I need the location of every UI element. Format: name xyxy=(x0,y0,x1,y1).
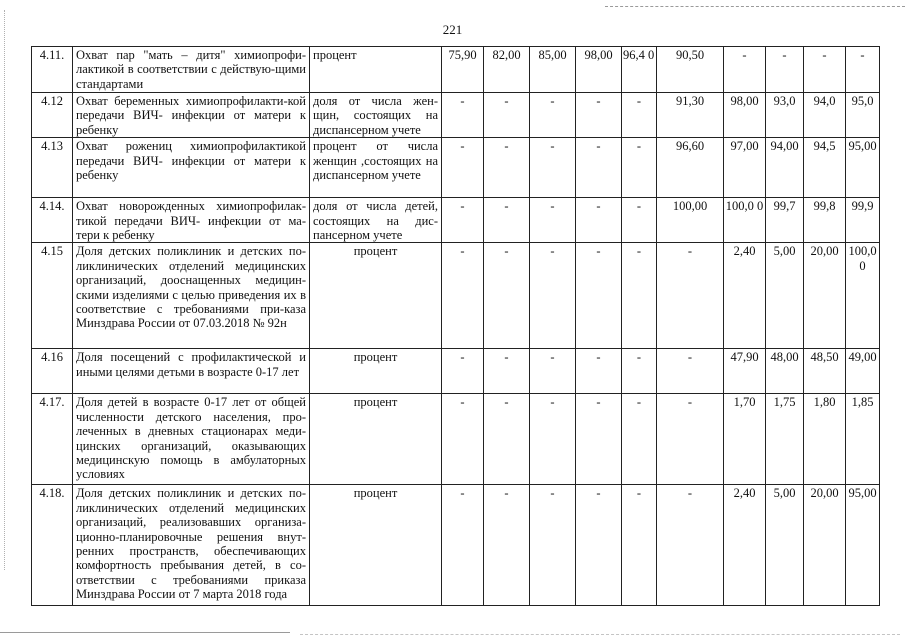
value-cell: - xyxy=(484,485,530,606)
value-cell: 100,0 0 xyxy=(724,198,766,243)
value-cell: 100,00 xyxy=(657,198,724,243)
value-cell: 85,00 xyxy=(530,47,576,93)
value-cell: - xyxy=(442,138,484,198)
indicator-description: Охват беременных химиопрофилакти-кой передачи ВИЧ- инфекции от матери к ребенку xyxy=(73,93,310,138)
value-cell: - xyxy=(622,93,657,138)
value-cell: 1,80 xyxy=(804,394,846,485)
value-cell: - xyxy=(846,47,880,93)
value-cell: 1,70 xyxy=(724,394,766,485)
unit-of-measure: процент xyxy=(310,485,442,606)
value-cell: - xyxy=(766,47,804,93)
indicators-table xyxy=(31,46,880,606)
value-cell: 2,40 xyxy=(724,485,766,606)
row-number: 4.16 xyxy=(32,349,73,394)
table-row xyxy=(32,47,880,93)
value-cell: 20,00 xyxy=(804,485,846,606)
value-cell: - xyxy=(530,243,576,349)
value-cell: 93,0 xyxy=(766,93,804,138)
value-cell: 94,5 xyxy=(804,138,846,198)
value-cell: - xyxy=(622,485,657,606)
value-cell: - xyxy=(576,394,622,485)
table-row xyxy=(32,485,880,606)
value-cell: 96,60 xyxy=(657,138,724,198)
table-row xyxy=(32,93,880,138)
value-cell: 99,8 xyxy=(804,198,846,243)
value-cell: - xyxy=(442,394,484,485)
value-cell: - xyxy=(622,243,657,349)
value-cell: 95,00 xyxy=(846,485,880,606)
value-cell: 95,00 xyxy=(846,138,880,198)
value-cell: 94,00 xyxy=(766,138,804,198)
value-cell: - xyxy=(622,349,657,394)
value-cell: - xyxy=(442,93,484,138)
value-cell: - xyxy=(657,349,724,394)
value-cell: - xyxy=(484,198,530,243)
indicator-description: Охват пар "мать – дитя" химиопрофи-лактикой в соответствии с действую-щими стандартами xyxy=(73,47,310,93)
unit-of-measure: процент xyxy=(310,394,442,485)
value-cell: 99,9 xyxy=(846,198,880,243)
value-cell: 5,00 xyxy=(766,485,804,606)
value-cell: - xyxy=(576,349,622,394)
scan-edge-left xyxy=(4,10,5,570)
value-cell: - xyxy=(622,198,657,243)
value-cell: 95,0 xyxy=(846,93,880,138)
value-cell: - xyxy=(576,138,622,198)
indicator-description: Доля детских поликлиник и детских по-ликлинических отделений медицинских организаций, дооснащенных медицин-скими изделиями с целью приведения их в соответствие с требованиями при-каза Минздрава России от 07.03.2018 № 92н xyxy=(73,243,310,349)
value-cell: 82,00 xyxy=(484,47,530,93)
row-number: 4.14. xyxy=(32,198,73,243)
unit-of-measure: доля от числа детей, состоящих на дис-пансерном учете xyxy=(310,198,442,243)
value-cell: - xyxy=(484,394,530,485)
value-cell: - xyxy=(442,243,484,349)
value-cell: 90,50 xyxy=(657,47,724,93)
value-cell: - xyxy=(657,394,724,485)
value-cell: - xyxy=(657,243,724,349)
value-cell: - xyxy=(576,93,622,138)
row-number: 4.15 xyxy=(32,243,73,349)
scan-edge-top xyxy=(605,6,905,7)
table-row xyxy=(32,138,880,198)
indicator-description: Доля детских поликлиник и детских по-ликлинических отделений медицинских организаций, реализовавших организа-ционно-планировочные решения внут-ренних пространств, обеспечивающих комфортность пребывания детей, в со-ответствии с требованиями приказа Минздрава России от 7 марта 2018 года xyxy=(73,485,310,606)
row-number: 4.12 xyxy=(32,93,73,138)
value-cell: 96,4 0 xyxy=(622,47,657,93)
row-number: 4.18. xyxy=(32,485,73,606)
value-cell: - xyxy=(484,138,530,198)
value-cell: 99,7 xyxy=(766,198,804,243)
value-cell: 1,75 xyxy=(766,394,804,485)
value-cell: - xyxy=(804,47,846,93)
unit-of-measure: процент xyxy=(310,349,442,394)
value-cell: - xyxy=(530,349,576,394)
value-cell: 1,85 xyxy=(846,394,880,485)
value-cell: 48,50 xyxy=(804,349,846,394)
scan-edge-bottom xyxy=(0,632,290,633)
value-cell: 2,40 xyxy=(724,243,766,349)
unit-of-measure: доля от числа жен-щин, состоящих на диспансерном учете xyxy=(310,93,442,138)
value-cell: - xyxy=(576,243,622,349)
value-cell: - xyxy=(622,394,657,485)
value-cell: - xyxy=(442,198,484,243)
scan-edge-bottom-right xyxy=(300,634,900,635)
value-cell: 20,00 xyxy=(804,243,846,349)
value-cell: 98,00 xyxy=(724,93,766,138)
value-cell: 49,00 xyxy=(846,349,880,394)
value-cell: 47,90 xyxy=(724,349,766,394)
value-cell: 91,30 xyxy=(657,93,724,138)
page-number: 221 xyxy=(442,22,463,37)
indicator-description: Охват рожениц химиопрофилактикой передачи ВИЧ- инфекции от матери к ребенку xyxy=(73,138,310,198)
value-cell: - xyxy=(576,198,622,243)
value-cell: - xyxy=(484,243,530,349)
table-row xyxy=(32,198,880,243)
value-cell: - xyxy=(530,93,576,138)
value-cell: - xyxy=(442,485,484,606)
value-cell: 75,90 xyxy=(442,47,484,93)
value-cell: - xyxy=(724,47,766,93)
row-number: 4.17. xyxy=(32,394,73,485)
row-number: 4.13 xyxy=(32,138,73,198)
value-cell: 97,00 xyxy=(724,138,766,198)
value-cell: - xyxy=(622,138,657,198)
table-row xyxy=(32,349,880,394)
value-cell: 5,00 xyxy=(766,243,804,349)
unit-of-measure: процент xyxy=(310,243,442,349)
table-row xyxy=(32,243,880,349)
table-row xyxy=(32,394,880,485)
indicator-description: Доля детей в возрасте 0-17 лет от общей численности детского населения, про-леченных в дневных стационарах меди-цинских организаций, оказывающих медицинскую помощь в амбулаторных условиях xyxy=(73,394,310,485)
value-cell: 94,0 xyxy=(804,93,846,138)
unit-of-measure: процент от числа женщин ,состоящих на диспансерном учете xyxy=(310,138,442,198)
value-cell: - xyxy=(530,394,576,485)
indicator-description: Доля посещений с профилактической и иными целями детьми в возрасте 0-17 лет xyxy=(73,349,310,394)
value-cell: 48,00 xyxy=(766,349,804,394)
unit-of-measure: процент xyxy=(310,47,442,93)
value-cell: - xyxy=(530,485,576,606)
value-cell: - xyxy=(442,349,484,394)
value-cell: - xyxy=(530,198,576,243)
indicator-description: Охват новорожденных химиопрофилак-тикой передачи ВИЧ- инфекции от ма-тери к ребенку xyxy=(73,198,310,243)
value-cell: - xyxy=(530,138,576,198)
value-cell: - xyxy=(484,93,530,138)
value-cell: - xyxy=(484,349,530,394)
value-cell: - xyxy=(576,485,622,606)
value-cell: 100,0 0 xyxy=(846,243,880,349)
value-cell: 98,00 xyxy=(576,47,622,93)
row-number: 4.11. xyxy=(32,47,73,93)
value-cell: - xyxy=(657,485,724,606)
